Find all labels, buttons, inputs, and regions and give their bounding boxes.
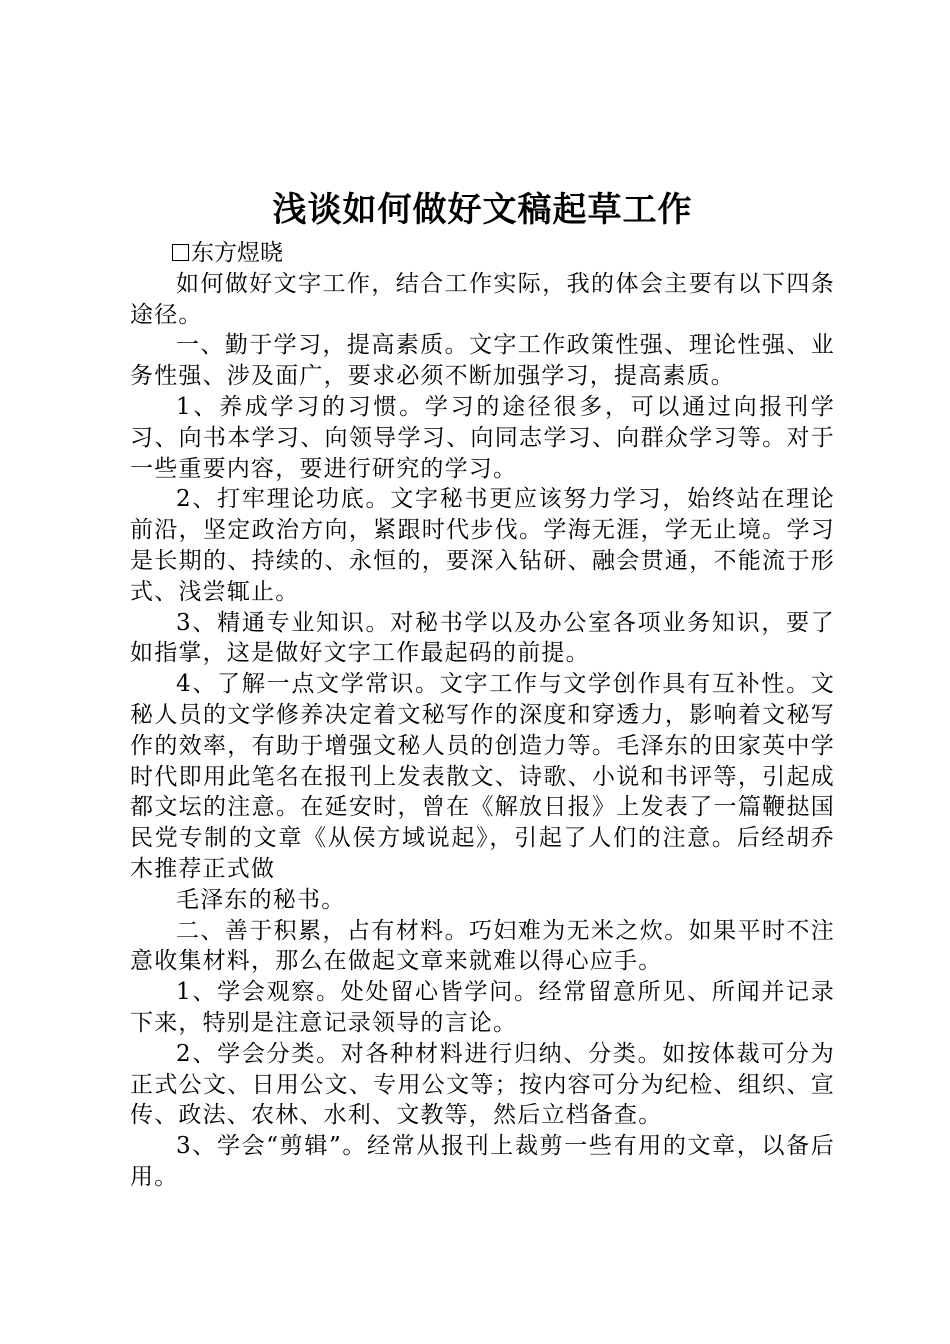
paragraph-1-4-continued: 毛泽东的秘书。 [176,886,346,913]
paragraph-2-3: 3、学会“剪辑”。经常从报刊上裁剪一些有用的文章，以备后用。 [130,1133,835,1190]
checkbox-square-icon [172,244,189,261]
paragraph-1-4: 4、了解一点文学常识。文字工作与文学创作具有互补性。文秘人员的文学修养决定着文秘写作的深度和穿透力，影响着文秘写作的效率，有助于增强文秘人员的创造力等。毛泽东的田家英中学时代即用此笔名在报刊上发表散文、诗歌、小说和书评等，引起成都文坛的注意。在延安时，曾在《解放日报》上发表了一篇鞭挞国民党专制的文章《从侯方域说起》，引起了人们的注意。后经胡乔木推荐正式做 [130,671,835,882]
paragraph-1-3: 3、精通专业知识。对秘书学以及办公室各项业务知识，要了如指掌，这是做好文字工作最起码的前提。 [130,609,835,667]
paragraph-1-1: 1、养成学习的习惯。学习的途径很多，可以通过向报刊学习、向书本学习、向领导学习、向同志学习、向群众学习等。对于一些重要内容，要进行研究的学习。 [130,393,835,482]
author-name: 东方煜晓 [191,240,283,266]
author-line [130,238,835,269]
document-page [130,182,835,1193]
paragraph-1-2: 2、打牢理论功底。文字秘书更应该努力学习，始终站在理论前沿，坚定政治方向，紧跟时代步伐。学海无涯，学无止境。学习是长期的、持续的、永恒的，要深入钻研、融会贯通，不能流于形式、浅尝辄止。 [130,486,835,605]
paragraph-section-2: 二、善于积累，占有材料。巧妇难为无米之炊。如果平时不注意收集材料，那么在做起文章来就难以得心应手。 [130,917,835,975]
paragraph-intro: 如何做好文字工作，结合工作实际，我的体会主要有以下四条途径。 [130,270,835,328]
paragraph-2-2: 2、学会分类。对各种材料进行归纳、分类。如按体裁可分为正式公文、日用公文、专用公文等；按内容可分为纪检、组织、宣传、政法、农林、水利、文教等，然后立档备查。 [130,1040,835,1129]
document-title: 浅谈如何做好文稿起草工作 [272,190,693,230]
paragraph-section-1: 一、勤于学习，提高素质。文字工作政策性强、理论性强、业务性强、涉及面广，要求必须不断加强学习，提高素质。 [130,332,835,390]
paragraph-2-1: 1、学会观察。处处留心皆学问。经常留意所见、所闻并记录下来，特别是注意记录领导的言论。 [130,979,835,1036]
